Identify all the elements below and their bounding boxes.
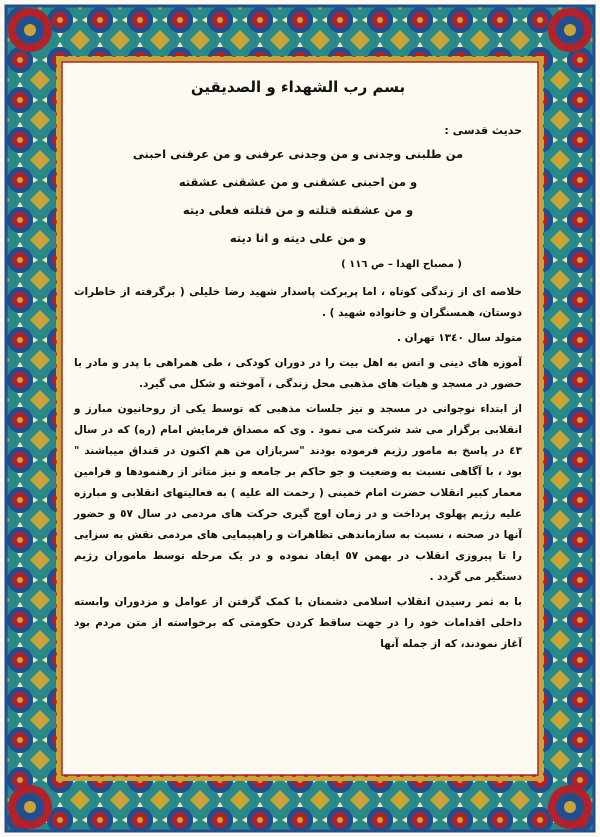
document-title: بسم رب الشهداء و الصدیقین bbox=[190, 78, 406, 96]
biography-paragraph: با به ثمر رسیدن انقلاب اسلامی دشمنان با کمک گرفتن از عوامل و مزدوران وابسته داخلی اقدامات خود را در جهت ساقط کردن حکومتی که برخواسته از متن مردم بود آغاز نمودند، که از جمله آنها bbox=[74, 596, 522, 650]
corner-rosette-icon bbox=[548, 8, 592, 52]
biography-paragraph: خلاصه ای از زندگی کوتاه ، اما پربرکت پاسدار شهید رضا خلیلی ( برگرفته از خاطرات دوستان، همسنگران و خانواده شهید ) . bbox=[74, 286, 522, 319]
hadith-label: حدیث قدسی : bbox=[444, 124, 522, 137]
hadith-line: من طلبنی وجدنی و من وجدنی عرفنی و من عرفنی احبنی bbox=[132, 147, 464, 161]
document-body bbox=[74, 72, 522, 772]
biography-paragraph: از ابتداء نوجوانی در مسجد و نیز جلسات مذهبی که توسط یکی از روحانیون مبارز و انقلابی برگزار می شد شرکت می نمود . وی که مصداق فرمایش امام (ره) که در سال ٤٣ در پاسخ به مامور رژیم فرموده بودند "سربازان من هم اکنون در قنداق میباشند " بود ، با آگاهی نسبت به وضعیت و جو حاکم بر جامعه و نیز متاثر از رهنمودها و فرامین معمار کبیر انقلاب حضرت امام خمینی ( رحمت اله علیه ) به فعالیتهای انقلابی و مبارزه علیه رژیم پهلوی پرداخت و در زمان اوج گیری حرکت های مردمی در سال ٥٧ و حضور آنها در صحنه ، نسبت به سازماندهی تظاهرات و راهپیمایی های مردمی نقش به سزایی را تا پیروزی انقلاب در بهمن ٥٧ ایفاد نموده و در یک مرحله توسط ماموران رژیم دستگیر می گردد . bbox=[74, 403, 522, 583]
birth-line: متولد سال ١٣٤٠ تهران . bbox=[397, 332, 522, 344]
biography-paragraph: آموزه های دینی و انس به اهل بیت را در دوران کودکی ، طی همراهی با پدر و مادر با حضور در مسجد و هیات های مذهبی محل زندگی ، آموخته و شکل می گیرد. bbox=[74, 357, 522, 390]
hadith-source: ( مصباح الهدا – ص ١١٦ ) bbox=[341, 259, 462, 270]
corner-rosette-icon bbox=[8, 8, 52, 52]
hadith-line: و من علی دیته و انا دیته bbox=[229, 231, 367, 245]
corner-rosette-icon bbox=[8, 785, 52, 829]
corner-rosette-icon bbox=[548, 785, 592, 829]
hadith-line: و من احبنی عشقنی و من عشقنی عشقته bbox=[178, 175, 418, 189]
hadith-line: و من عشقته قتلته و من قتلته فعلی دیته bbox=[182, 203, 414, 217]
